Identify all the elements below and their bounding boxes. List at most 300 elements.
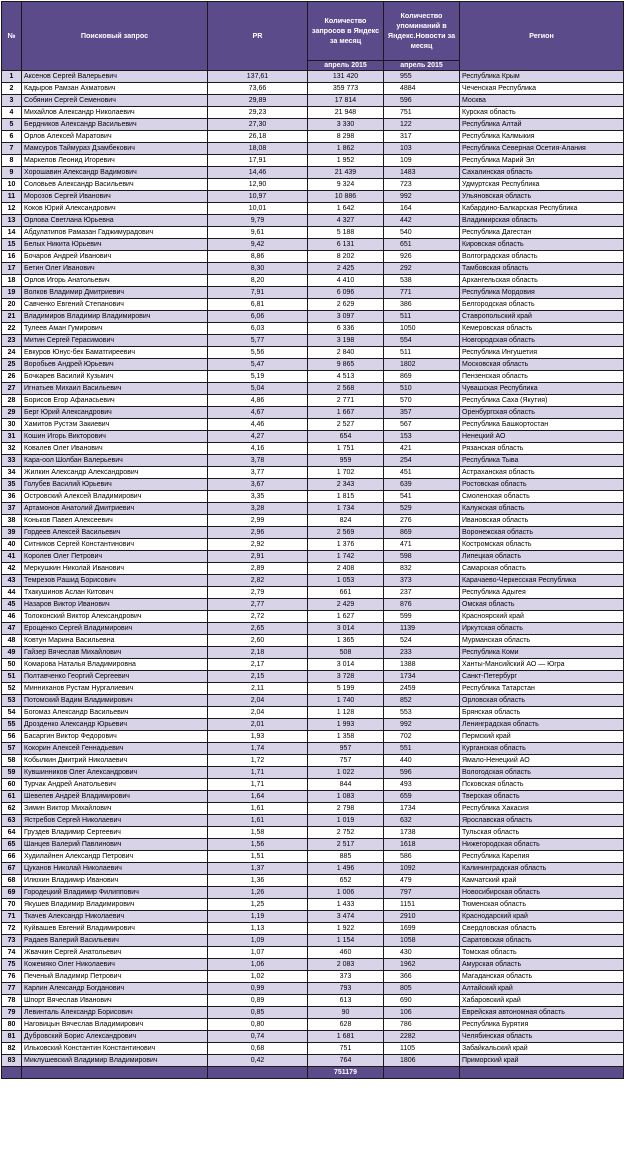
- row-search-query: Орлова Светлана Юрьевна: [22, 215, 208, 227]
- table-row: [2, 947, 624, 959]
- row-query-count: 3 014: [308, 659, 384, 671]
- table-row: [2, 887, 624, 899]
- row-search-query: Шевелев Андрей Владимирович: [22, 791, 208, 803]
- row-search-query: Орлов Игорь Анатольевич: [22, 275, 208, 287]
- row-search-query: Богомаз Александр Васильевич: [22, 707, 208, 719]
- row-query-count: 8 202: [308, 251, 384, 263]
- header-region: Регион: [460, 2, 624, 71]
- row-pr: 5,47: [208, 359, 308, 371]
- row-search-query: Груздев Владимир Сергеевич: [22, 827, 208, 839]
- row-region: Республика Коми: [460, 647, 624, 659]
- row-region: Карачаево-Черкесская Республика: [460, 575, 624, 587]
- row-number: 58: [2, 755, 22, 767]
- row-news-mentions: 869: [384, 527, 460, 539]
- table-row: [2, 515, 624, 527]
- row-news-mentions: 106: [384, 1007, 460, 1019]
- row-news-mentions: 366: [384, 971, 460, 983]
- row-search-query: Минниханов Рустам Нургалиевич: [22, 683, 208, 695]
- row-news-mentions: 1388: [384, 659, 460, 671]
- row-search-query: Темрезов Рашид Борисович: [22, 575, 208, 587]
- row-news-mentions: 926: [384, 251, 460, 263]
- row-search-query: Басаргин Виктор Федорович: [22, 731, 208, 743]
- row-number: 71: [2, 911, 22, 923]
- row-news-mentions: 2459: [384, 683, 460, 695]
- row-news-mentions: 797: [384, 887, 460, 899]
- row-query-count: 1 815: [308, 491, 384, 503]
- table-row: [2, 275, 624, 287]
- row-pr: 1,71: [208, 779, 308, 791]
- row-query-count: 2 798: [308, 803, 384, 815]
- row-query-count: 751: [308, 1043, 384, 1055]
- row-number: 15: [2, 239, 22, 251]
- row-region: Белгородская область: [460, 299, 624, 311]
- row-query-count: 4 327: [308, 215, 384, 227]
- row-search-query: Артамонов Анатолий Дмитриевич: [22, 503, 208, 515]
- table-row: [2, 443, 624, 455]
- table-row: [2, 467, 624, 479]
- row-number: 77: [2, 983, 22, 995]
- row-number: 56: [2, 731, 22, 743]
- row-search-query: Коков Юрий Александрович: [22, 203, 208, 215]
- row-region: Республика Татарстан: [460, 683, 624, 695]
- row-news-mentions: 869: [384, 371, 460, 383]
- table-row: [2, 563, 624, 575]
- row-number: 42: [2, 563, 22, 575]
- row-pr: 1,25: [208, 899, 308, 911]
- footer-blank-pr: [208, 1067, 308, 1079]
- row-search-query: Морозов Сергей Иванович: [22, 191, 208, 203]
- row-news-mentions: 786: [384, 1019, 460, 1031]
- row-query-count: 8 298: [308, 131, 384, 143]
- row-news-mentions: 570: [384, 395, 460, 407]
- row-search-query: Жилкин Александр Александрович: [22, 467, 208, 479]
- row-region: Республика Мордовия: [460, 287, 624, 299]
- row-pr: 1,71: [208, 767, 308, 779]
- row-pr: 2,18: [208, 647, 308, 659]
- row-search-query: Дрозденко Александр Юрьевич: [22, 719, 208, 731]
- row-news-mentions: 153: [384, 431, 460, 443]
- row-region: Москва: [460, 95, 624, 107]
- row-news-mentions: 442: [384, 215, 460, 227]
- row-region: Чувашская Республика: [460, 383, 624, 395]
- row-search-query: Городецкий Владимир Филиппович: [22, 887, 208, 899]
- row-number: 63: [2, 815, 22, 827]
- row-news-mentions: 567: [384, 419, 460, 431]
- row-region: Владимирская область: [460, 215, 624, 227]
- row-pr: 3,77: [208, 467, 308, 479]
- row-number: 28: [2, 395, 22, 407]
- row-query-count: 508: [308, 647, 384, 659]
- row-pr: 2,04: [208, 695, 308, 707]
- row-number: 67: [2, 863, 22, 875]
- row-number: 65: [2, 839, 22, 851]
- row-region: Приморский край: [460, 1055, 624, 1067]
- row-number: 37: [2, 503, 22, 515]
- row-number: 75: [2, 959, 22, 971]
- row-number: 61: [2, 791, 22, 803]
- row-pr: 1,51: [208, 851, 308, 863]
- row-search-query: Кошин Игорь Викторович: [22, 431, 208, 443]
- row-region: Костромская область: [460, 539, 624, 551]
- row-number: 47: [2, 623, 22, 635]
- row-number: 14: [2, 227, 22, 239]
- table-row: [2, 1031, 624, 1043]
- row-pr: 2,11: [208, 683, 308, 695]
- footer-blank-query: [22, 1067, 208, 1079]
- row-pr: 10,01: [208, 203, 308, 215]
- row-region: Чеченская Республика: [460, 83, 624, 95]
- row-pr: 1,93: [208, 731, 308, 743]
- row-news-mentions: 1105: [384, 1043, 460, 1055]
- row-region: Республика Хакасия: [460, 803, 624, 815]
- row-news-mentions: 421: [384, 443, 460, 455]
- row-region: Калининградская область: [460, 863, 624, 875]
- row-region: Липецкая область: [460, 551, 624, 563]
- row-pr: 6,06: [208, 311, 308, 323]
- row-pr: 1,37: [208, 863, 308, 875]
- row-pr: 2,15: [208, 671, 308, 683]
- row-search-query: Турчак Андрей Анатольевич: [22, 779, 208, 791]
- row-region: Самарская область: [460, 563, 624, 575]
- row-number: 54: [2, 707, 22, 719]
- row-number: 53: [2, 695, 22, 707]
- table-row: [2, 239, 624, 251]
- row-news-mentions: 659: [384, 791, 460, 803]
- row-query-count: 824: [308, 515, 384, 527]
- row-news-mentions: 632: [384, 815, 460, 827]
- row-number: 69: [2, 887, 22, 899]
- row-region: Республика Северная Осетия-Алания: [460, 143, 624, 155]
- table-row: [2, 83, 624, 95]
- row-region: Курская область: [460, 107, 624, 119]
- row-query-count: 6 336: [308, 323, 384, 335]
- table-row: [2, 479, 624, 491]
- row-query-count: 1 365: [308, 635, 384, 647]
- row-news-mentions: 596: [384, 95, 460, 107]
- row-query-count: 654: [308, 431, 384, 443]
- row-news-mentions: 852: [384, 695, 460, 707]
- row-region: Сахалинская область: [460, 167, 624, 179]
- row-search-query: Радаев Валерий Васильевич: [22, 935, 208, 947]
- row-region: Ульяновская область: [460, 191, 624, 203]
- row-region: Курганская область: [460, 743, 624, 755]
- row-pr: 4,46: [208, 419, 308, 431]
- table-row: [2, 263, 624, 275]
- row-search-query: Ковтун Марина Васильевна: [22, 635, 208, 647]
- row-search-query: Кадыров Рамзан Ахматович: [22, 83, 208, 95]
- row-query-count: 2 343: [308, 479, 384, 491]
- row-region: Магаданская область: [460, 971, 624, 983]
- row-query-count: 1 667: [308, 407, 384, 419]
- row-search-query: Митин Сергей Герасимович: [22, 335, 208, 347]
- row-pr: 2,65: [208, 623, 308, 635]
- row-news-mentions: 876: [384, 599, 460, 611]
- table-row: [2, 791, 624, 803]
- row-number: 27: [2, 383, 22, 395]
- row-news-mentions: 386: [384, 299, 460, 311]
- footer-total-queries: 751179: [308, 1067, 384, 1079]
- row-pr: 8,30: [208, 263, 308, 275]
- row-news-mentions: 992: [384, 191, 460, 203]
- row-search-query: Миклушевский Владимир Владимирович: [22, 1055, 208, 1067]
- row-query-count: 2 569: [308, 527, 384, 539]
- row-news-mentions: 1050: [384, 323, 460, 335]
- row-news-mentions: 4884: [384, 83, 460, 95]
- table-row: [2, 815, 624, 827]
- row-news-mentions: 1738: [384, 827, 460, 839]
- row-pr: 0,68: [208, 1043, 308, 1055]
- row-pr: 2,17: [208, 659, 308, 671]
- row-search-query: Белых Никита Юрьевич: [22, 239, 208, 251]
- row-number: 78: [2, 995, 22, 1007]
- row-number: 13: [2, 215, 22, 227]
- row-region: Нижегородская область: [460, 839, 624, 851]
- row-region: Амурская область: [460, 959, 624, 971]
- row-pr: 2,82: [208, 575, 308, 587]
- header-search-query: Поисковый запрос: [22, 2, 208, 71]
- row-region: Республика Дагестан: [460, 227, 624, 239]
- row-news-mentions: 103: [384, 143, 460, 155]
- row-number: 60: [2, 779, 22, 791]
- table-row: [2, 527, 624, 539]
- row-search-query: Бочкарев Василий Кузьмич: [22, 371, 208, 383]
- row-news-mentions: 237: [384, 587, 460, 599]
- row-news-mentions: 479: [384, 875, 460, 887]
- table-row: [2, 1055, 624, 1067]
- row-pr: 1,56: [208, 839, 308, 851]
- row-pr: 2,89: [208, 563, 308, 575]
- row-query-count: 2 408: [308, 563, 384, 575]
- row-news-mentions: 596: [384, 767, 460, 779]
- table-row: [2, 323, 624, 335]
- row-region: Забайкальский край: [460, 1043, 624, 1055]
- row-region: Республика Ингушетия: [460, 347, 624, 359]
- row-number: 45: [2, 599, 22, 611]
- row-pr: 1,19: [208, 911, 308, 923]
- row-number: 83: [2, 1055, 22, 1067]
- row-number: 11: [2, 191, 22, 203]
- row-number: 82: [2, 1043, 22, 1055]
- row-news-mentions: 233: [384, 647, 460, 659]
- table-row: [2, 215, 624, 227]
- row-search-query: Зимин Виктор Михайлович: [22, 803, 208, 815]
- row-query-count: 1 862: [308, 143, 384, 155]
- row-search-query: Тулеев Аман Гумирович: [22, 323, 208, 335]
- row-query-count: 652: [308, 875, 384, 887]
- row-number: 19: [2, 287, 22, 299]
- table-row: [2, 959, 624, 971]
- row-pr: 2,96: [208, 527, 308, 539]
- row-number: 72: [2, 923, 22, 935]
- row-pr: 17,91: [208, 155, 308, 167]
- row-number: 8: [2, 155, 22, 167]
- row-query-count: 2 771: [308, 395, 384, 407]
- row-news-mentions: 832: [384, 563, 460, 575]
- row-query-count: 2 425: [308, 263, 384, 275]
- row-number: 40: [2, 539, 22, 551]
- row-news-mentions: 554: [384, 335, 460, 347]
- row-news-mentions: 511: [384, 347, 460, 359]
- row-search-query: Михайлов Александр Николаевич: [22, 107, 208, 119]
- row-query-count: 2 083: [308, 959, 384, 971]
- row-number: 51: [2, 671, 22, 683]
- row-query-count: 2 527: [308, 419, 384, 431]
- row-number: 46: [2, 611, 22, 623]
- row-search-query: Карлин Александр Богданович: [22, 983, 208, 995]
- row-region: Ханты-Мансийский АО — Югра: [460, 659, 624, 671]
- row-query-count: 21 439: [308, 167, 384, 179]
- row-region: Ярославская область: [460, 815, 624, 827]
- row-pr: 8,86: [208, 251, 308, 263]
- table-row: [2, 539, 624, 551]
- row-search-query: Кувшинников Олег Александрович: [22, 767, 208, 779]
- row-news-mentions: 1802: [384, 359, 460, 371]
- row-region: Архангельская область: [460, 275, 624, 287]
- row-number: 30: [2, 419, 22, 431]
- table-row: [2, 179, 624, 191]
- row-region: Республика Тыва: [460, 455, 624, 467]
- row-number: 10: [2, 179, 22, 191]
- row-region: Томская область: [460, 947, 624, 959]
- row-query-count: 1 433: [308, 899, 384, 911]
- row-search-query: Волков Владимир Дмитриевич: [22, 287, 208, 299]
- row-search-query: Бочаров Андрей Иванович: [22, 251, 208, 263]
- footer-blank-mentions: [384, 1067, 460, 1079]
- row-query-count: 17 814: [308, 95, 384, 107]
- row-number: 5: [2, 119, 22, 131]
- row-region: Смоленская область: [460, 491, 624, 503]
- row-news-mentions: 524: [384, 635, 460, 647]
- row-number: 62: [2, 803, 22, 815]
- row-pr: 1,61: [208, 815, 308, 827]
- row-pr: 6,81: [208, 299, 308, 311]
- table-row: [2, 971, 624, 983]
- row-search-query: Аксенов Сергей Валерьевич: [22, 71, 208, 83]
- row-search-query: Савченко Евгений Степанович: [22, 299, 208, 311]
- row-number: 41: [2, 551, 22, 563]
- row-number: 31: [2, 431, 22, 443]
- row-query-count: 2 629: [308, 299, 384, 311]
- row-region: Республика Адыгея: [460, 587, 624, 599]
- row-news-mentions: 430: [384, 947, 460, 959]
- row-number: 29: [2, 407, 22, 419]
- row-search-query: Наговицын Вячеслав Владимирович: [22, 1019, 208, 1031]
- row-pr: 1,06: [208, 959, 308, 971]
- row-news-mentions: 992: [384, 719, 460, 731]
- row-query-count: 1 952: [308, 155, 384, 167]
- row-news-mentions: 373: [384, 575, 460, 587]
- row-search-query: Назаров Виктор Иванович: [22, 599, 208, 611]
- row-number: 20: [2, 299, 22, 311]
- row-pr: 1,36: [208, 875, 308, 887]
- table-row: [2, 143, 624, 155]
- row-region: Воронежская область: [460, 527, 624, 539]
- row-number: 36: [2, 491, 22, 503]
- row-number: 25: [2, 359, 22, 371]
- row-search-query: Цуканов Николай Николаевич: [22, 863, 208, 875]
- row-pr: 1,07: [208, 947, 308, 959]
- row-region: Республика Башкортостан: [460, 419, 624, 431]
- table-row: [2, 695, 624, 707]
- row-search-query: Бетин Олег Иванович: [22, 263, 208, 275]
- row-number: 66: [2, 851, 22, 863]
- row-news-mentions: 540: [384, 227, 460, 239]
- row-pr: 0,99: [208, 983, 308, 995]
- row-query-count: 10 886: [308, 191, 384, 203]
- row-number: 80: [2, 1019, 22, 1031]
- row-news-mentions: 805: [384, 983, 460, 995]
- table-row: [2, 587, 624, 599]
- row-number: 68: [2, 875, 22, 887]
- header-period-mentions: апрель 2015: [384, 61, 460, 71]
- row-number: 34: [2, 467, 22, 479]
- row-number: 35: [2, 479, 22, 491]
- row-query-count: 1 922: [308, 923, 384, 935]
- row-search-query: Ястребов Сергей Николаевич: [22, 815, 208, 827]
- row-number: 16: [2, 251, 22, 263]
- row-query-count: 9 865: [308, 359, 384, 371]
- header-number: №: [2, 2, 22, 71]
- row-news-mentions: 551: [384, 743, 460, 755]
- table-row: [2, 155, 624, 167]
- header-period-queries: апрель 2015: [308, 61, 384, 71]
- row-query-count: 1 734: [308, 503, 384, 515]
- row-number: 38: [2, 515, 22, 527]
- row-region: Ямало-Ненецкий АО: [460, 755, 624, 767]
- row-news-mentions: 553: [384, 707, 460, 719]
- row-number: 23: [2, 335, 22, 347]
- row-query-count: 661: [308, 587, 384, 599]
- row-news-mentions: 538: [384, 275, 460, 287]
- row-query-count: 21 948: [308, 107, 384, 119]
- row-news-mentions: 1058: [384, 935, 460, 947]
- row-number: 3: [2, 95, 22, 107]
- row-region: Омская область: [460, 599, 624, 611]
- row-news-mentions: 690: [384, 995, 460, 1007]
- row-region: Санкт-Петербург: [460, 671, 624, 683]
- row-news-mentions: 751: [384, 107, 460, 119]
- row-news-mentions: 471: [384, 539, 460, 551]
- row-region: Республика Алтай: [460, 119, 624, 131]
- row-pr: 4,67: [208, 407, 308, 419]
- row-pr: 2,99: [208, 515, 308, 527]
- row-query-count: 3 728: [308, 671, 384, 683]
- row-pr: 2,04: [208, 707, 308, 719]
- row-region: Ленинградская область: [460, 719, 624, 731]
- row-query-count: 1 627: [308, 611, 384, 623]
- table-row: [2, 623, 624, 635]
- row-news-mentions: 1699: [384, 923, 460, 935]
- row-news-mentions: 2910: [384, 911, 460, 923]
- row-search-query: Шанцев Валерий Павлинович: [22, 839, 208, 851]
- row-news-mentions: 955: [384, 71, 460, 83]
- row-search-query: Евкуров Юнус-бек Баматгиреевич: [22, 347, 208, 359]
- row-search-query: Ильковский Константин Константинович: [22, 1043, 208, 1055]
- row-search-query: Хорошавин Александр Вадимович: [22, 167, 208, 179]
- row-region: Оренбургская область: [460, 407, 624, 419]
- row-news-mentions: 357: [384, 407, 460, 419]
- row-region: Иркутская область: [460, 623, 624, 635]
- row-search-query: Мамсуров Таймураз Дзамбекович: [22, 143, 208, 155]
- row-search-query: Бердников Александр Васильевич: [22, 119, 208, 131]
- table-row: [2, 779, 624, 791]
- table-row: [2, 827, 624, 839]
- row-query-count: 1 740: [308, 695, 384, 707]
- row-pr: 7,91: [208, 287, 308, 299]
- row-pr: 1,74: [208, 743, 308, 755]
- row-news-mentions: 1734: [384, 803, 460, 815]
- row-search-query: Шпорт Вячеслав Иванович: [22, 995, 208, 1007]
